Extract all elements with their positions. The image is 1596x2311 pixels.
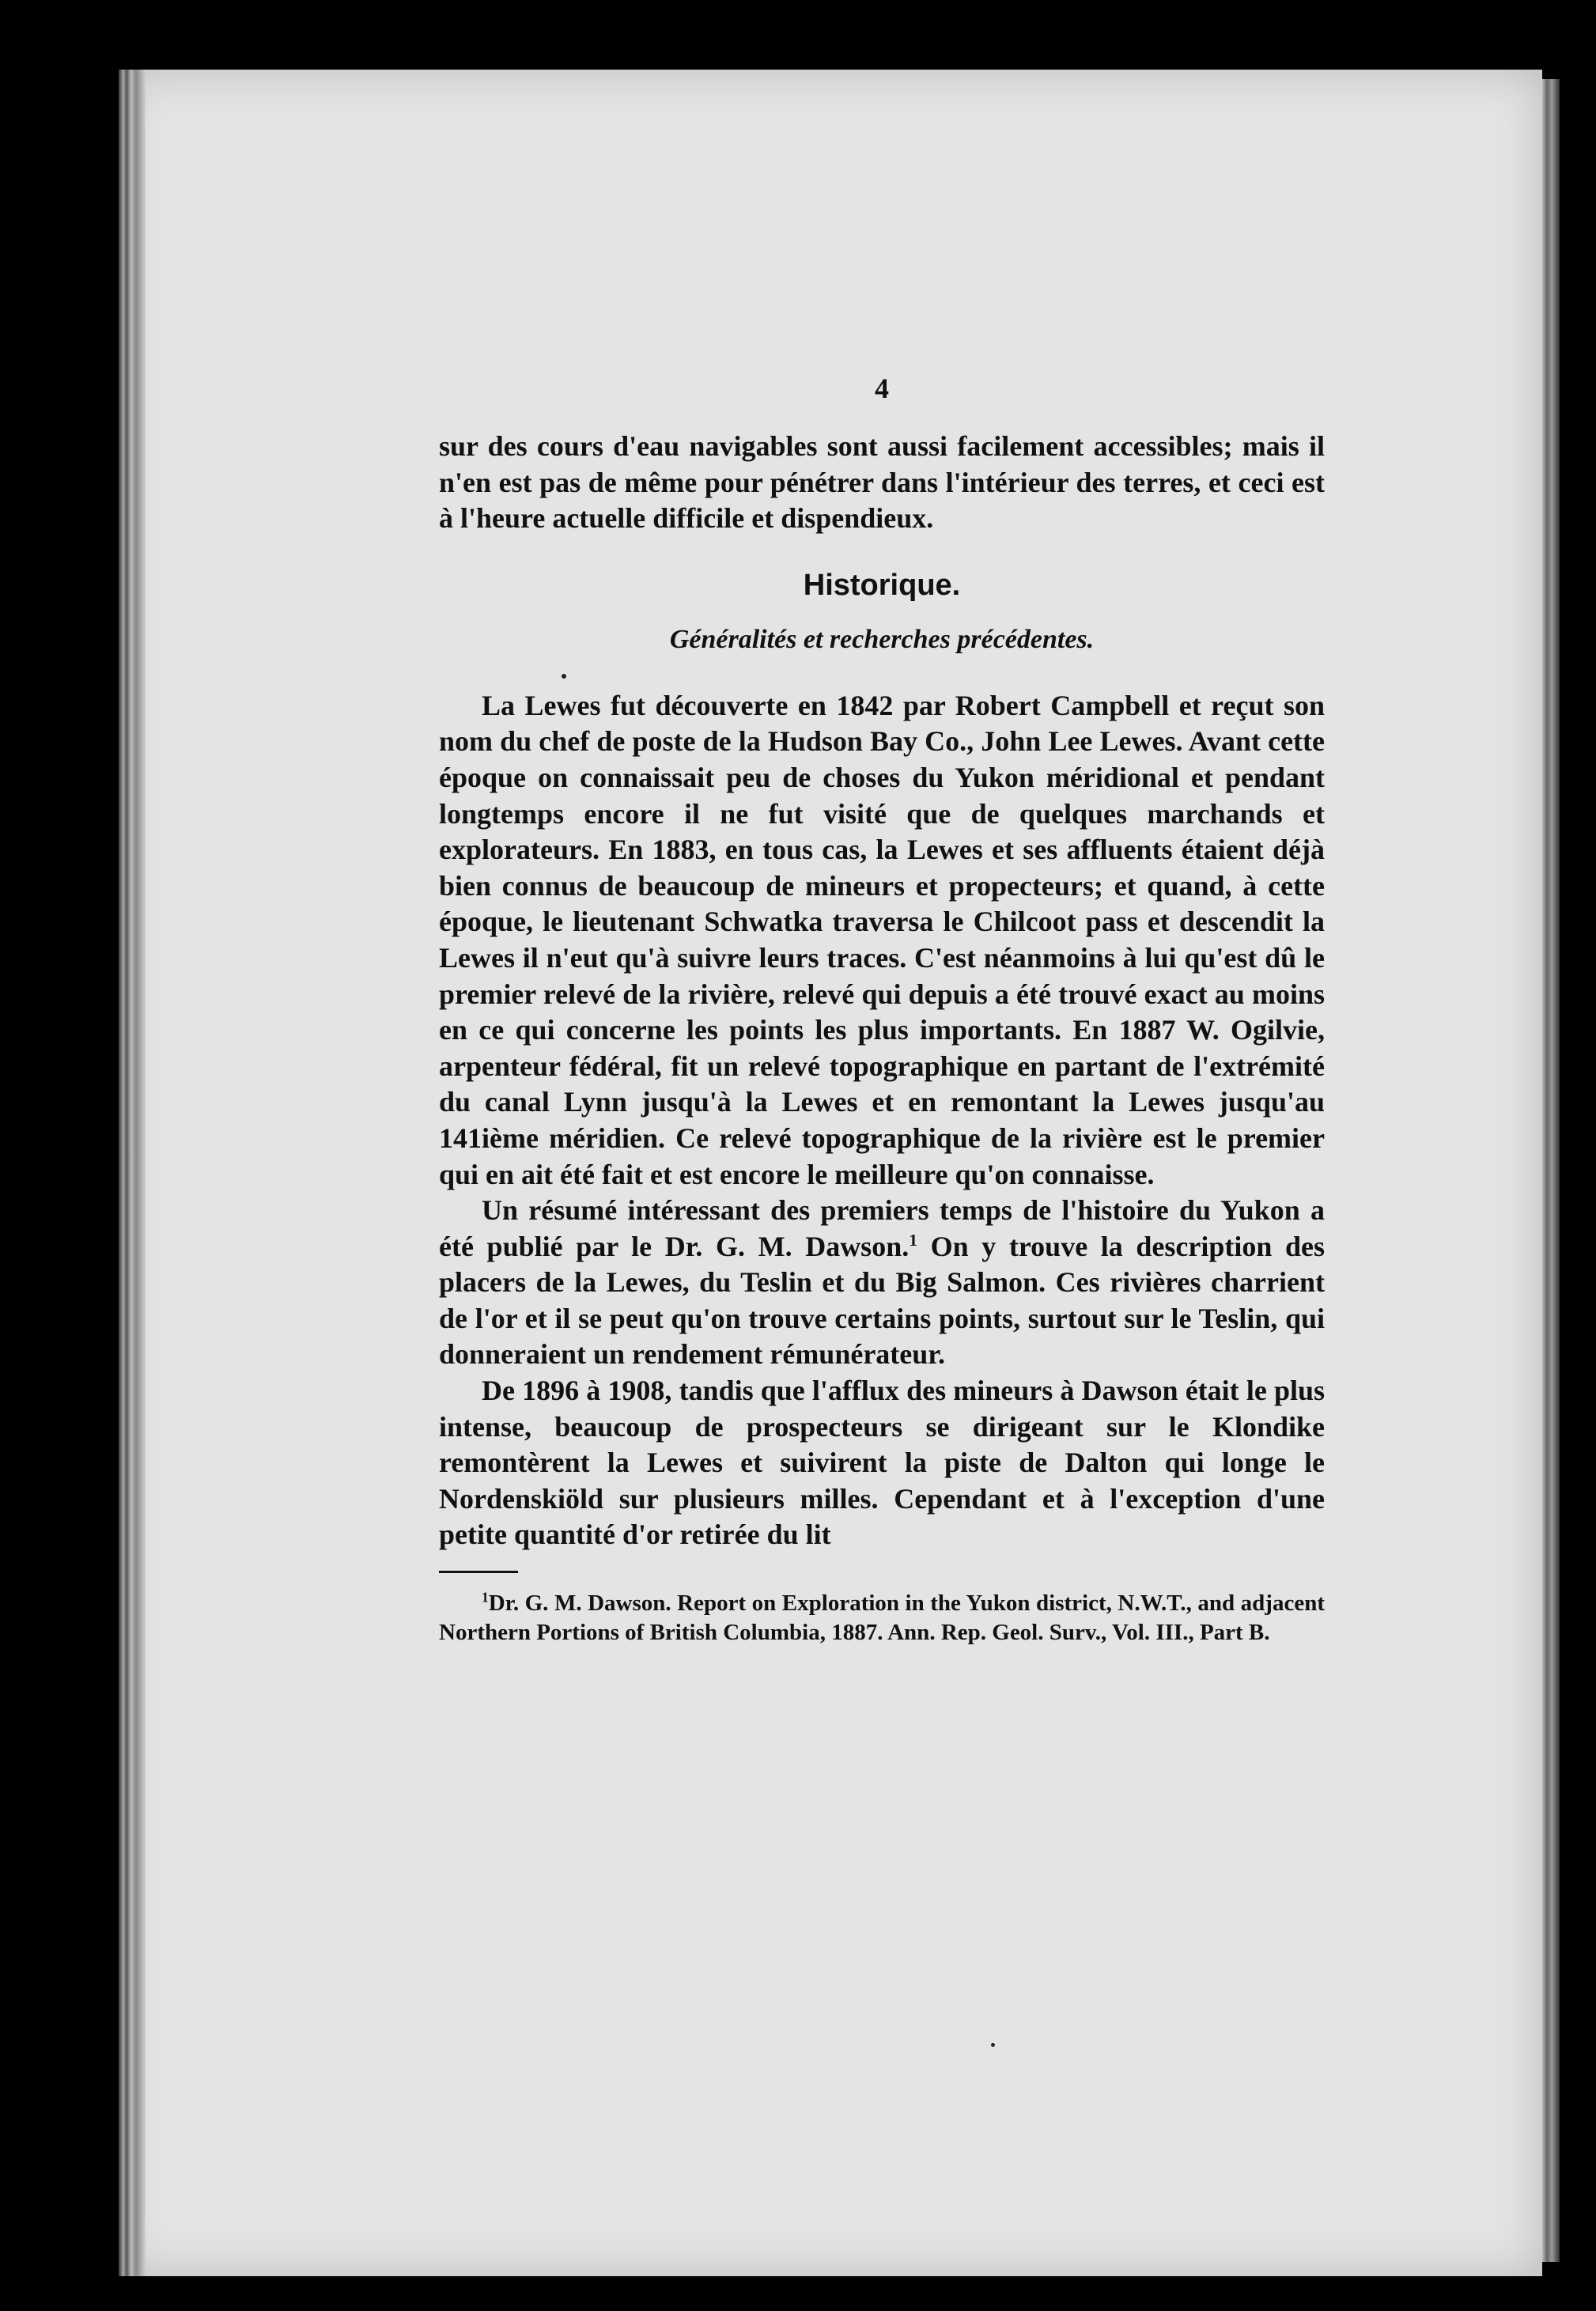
footnote-text: Dr. G. M. Dawson. Report on Exploration in the Yukon district, N.W.T., and adjacent Northern Portions of British Columbia, 1887. Ann. Rep. Geol. Surv., Vol. III., Part B. [439,1590,1325,1646]
body-paragraph: De 1896 à 1908, tandis que l'afflux des mineurs à Dawson était le plus intense, beaucoup de prospecteurs se dirigeant sur le Klondike remontèrent la Lewes et suivirent la piste de Dalton qui longe le Nordenskiöld sur plusieurs milles. Cependant et à l'exception d'une petite quantité d'or retirée du lit [439,1375,1325,1551]
paragraph-text: Un résumé intéressant des premiers temps de l'histoire du Yukon a été publié par le Dr. G. M. Dawson. [439,1194,1325,1262]
dust-speck [991,2043,995,2047]
footnote-reference: 1 [909,1230,918,1250]
page-number: 4 [875,373,889,404]
paragraph-text: On y trouve la description des placers de la Lewes, du Teslin et du Big Salmon. Ces rivières charrient de l'or et il se peut qu'on trouve certains points, surtout sur le Teslin, qui donneraient un rendement rémunérateur. [439,1230,1325,1371]
page-binding-edge [119,70,146,2276]
intro-paragraph: sur des cours d'eau navigables sont aussi facilement accessibles; mais il n'en est pas de même pour pénétrer dans l'intérieur des terres, et ceci est à l'heure actuelle difficile et dispendieux. [439,430,1325,535]
page-content [439,372,1325,1647]
footnote-marker: 1 [482,1589,489,1606]
page-right-edge [1542,79,1560,2262]
footnote-divider [439,1571,518,1573]
section-heading: Historique. [803,568,961,602]
body-paragraph [439,1193,1325,1373]
section-subheading: Généralités et recherches précédentes. [669,624,1095,654]
footnote [439,1589,1325,1647]
body-paragraph: La Lewes fut découverte en 1842 par Robert Campbell et reçut son nom du chef de poste de la Hudson Bay Co., John Lee Lewes. Avant cette époque on connaissait peu de choses du Yukon méridional et pendant longtemps encore il ne fut visité que de quelques marchands et explorateurs. En 1883, en tous cas, la Lewes et ses affluents étaient déjà bien connus de beaucoup de mineurs et propecteurs; et quand, à cette époque, le lieutenant Schwatka traversa le Chilcoot pass et descendit la Lewes il n'eut qu'à suivre leurs traces. C'est néanmoins à lui qu'est dû le premier relevé de la rivière, relevé qui depuis a été trouvé exact au moins en ce qui concerne les points les plus importants. En 1887 W. Ogilvie, arpenteur fédéral, fit un relevé topographique en partant de l'extrémité du canal Lynn jusqu'à la Lewes et en remontant la Lewes jusqu'au 141ième méridien. Ce relevé topographique de la rivière est le premier qui en ait été fait et est encore le meilleure qu'on connaisse. [439,689,1325,1190]
